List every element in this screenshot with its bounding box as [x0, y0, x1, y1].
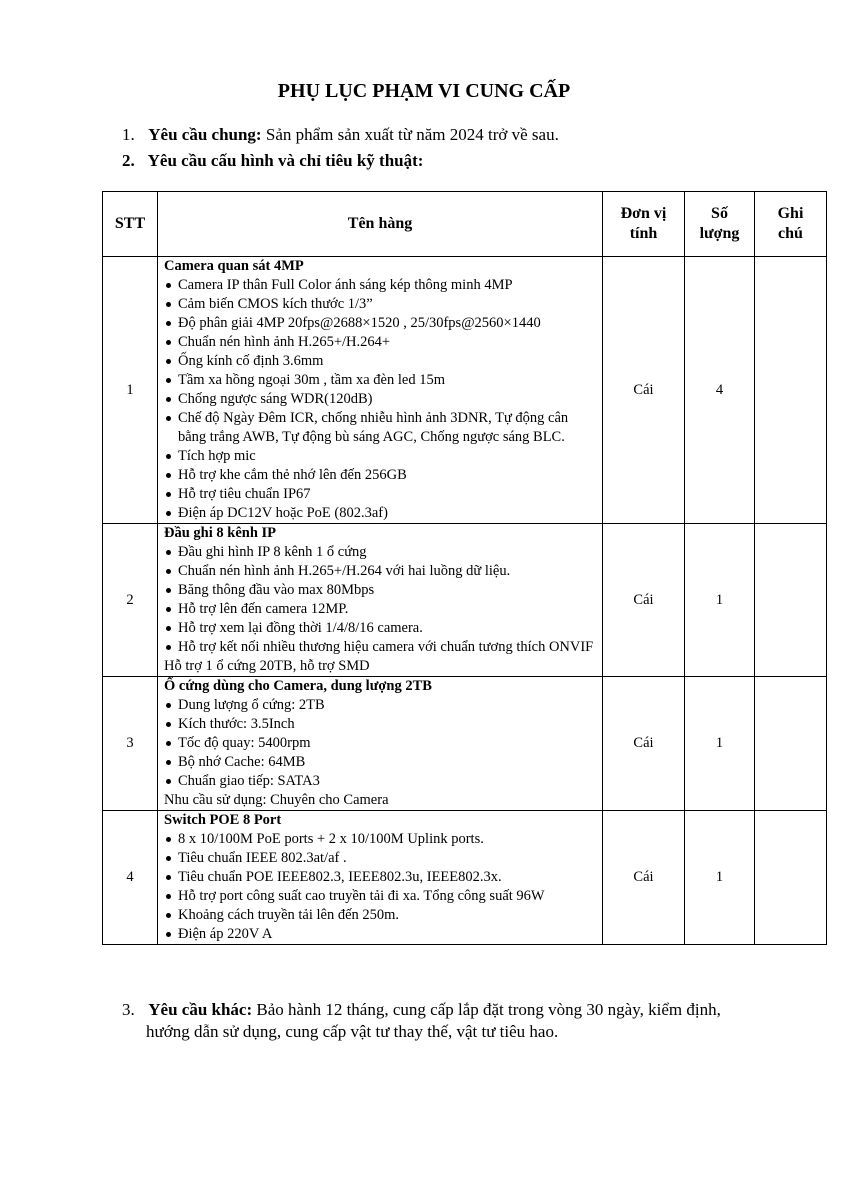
feature-item: Tích hợp mic	[164, 447, 598, 466]
table-row	[103, 524, 827, 677]
feature-item: 8 x 10/100M PoE ports + 2 x 10/100M Uplink ports.	[164, 830, 598, 849]
requirement-label: Yêu cầu khác:	[148, 1000, 253, 1019]
feature-item: Hỗ trợ khe cắm thẻ nhớ lên đến 256GB	[164, 466, 598, 485]
feature-item: Hỗ trợ lên đến camera 12MP.	[164, 600, 598, 619]
requirement-label: Yêu cầu cấu hình và chỉ tiêu kỹ thuật:	[147, 151, 424, 170]
header-note-line1: Ghi	[777, 205, 804, 222]
general-requirement	[122, 124, 559, 146]
feature-item: Điện áp 220V A	[164, 925, 598, 944]
header-note-line2: chú	[778, 225, 803, 242]
feature-item: Ống kính cố định 3.6mm	[164, 352, 598, 371]
cell-stt: 3	[103, 677, 158, 811]
feature-item: Chống ngược sáng WDR(120dB)	[164, 390, 598, 409]
cell-note	[755, 811, 827, 945]
header-stt: STT	[103, 192, 158, 257]
cell-qty: 4	[685, 257, 755, 524]
requirement-text: Bảo hành 12 tháng, cung cấp lắp đặt trong vòng 30 ngày, kiểm định,	[252, 1000, 721, 1019]
requirement-number: 3.	[122, 1000, 135, 1019]
header-qty-line1: Số	[711, 205, 728, 222]
feature-item: Đầu ghi hình IP 8 kênh 1 ổ cứng	[164, 543, 598, 562]
feature-item: Chế độ Ngày Đêm ICR, chống nhiễu hình ảnh 3DNR, Tự động cân bằng trắng AWB, Tự động bù sáng AGC, Chống ngược sáng BLC.	[164, 409, 598, 447]
cell-unit: Cái	[603, 811, 685, 945]
feature-item: Chuẩn nén hình ảnh H.265+/H.264+	[164, 333, 598, 352]
feature-list	[164, 696, 598, 791]
requirement-text: Sản phẩm sản xuất từ năm 2024 trở về sau.	[261, 125, 559, 144]
table-row	[103, 257, 827, 524]
technical-requirement-heading	[122, 150, 423, 172]
feature-item: Hỗ trợ xem lại đồng thời 1/4/8/16 camera.	[164, 619, 598, 638]
item-title: Camera quan sát 4MP	[164, 258, 304, 274]
feature-item: Điện áp DC12V hoặc PoE (802.3af)	[164, 504, 598, 523]
requirement-number: 2.	[122, 151, 135, 170]
feature-item: Hỗ trợ kết nối nhiều thương hiệu camera với chuẩn tương thích ONVIF	[164, 638, 598, 657]
cell-unit: Cái	[603, 524, 685, 677]
cell-qty: 1	[685, 677, 755, 811]
cell-unit: Cái	[603, 677, 685, 811]
feature-list	[164, 543, 598, 657]
other-requirement	[122, 999, 782, 1043]
feature-item: Cảm biến CMOS kích thước 1/3”	[164, 295, 598, 314]
item-title: Switch POE 8 Port	[164, 812, 282, 828]
feature-item: Tiêu chuẩn POE IEEE802.3, IEEE802.3u, IEEE802.3x.	[164, 868, 598, 887]
header-unit-line1: Đơn vị	[620, 205, 667, 222]
table-row	[103, 811, 827, 945]
specification-table	[102, 191, 827, 945]
table-row	[103, 677, 827, 811]
feature-item: Tốc độ quay: 5400rpm	[164, 734, 598, 753]
item-title: Ổ cứng dùng cho Camera, dung lượng 2TB	[164, 678, 432, 694]
header-note	[755, 192, 827, 257]
feature-item: Khoảng cách truyền tải lên đến 250m.	[164, 906, 598, 925]
cell-item-name	[158, 524, 603, 677]
header-name: Tên hàng	[158, 192, 603, 257]
requirement-label: Yêu cầu chung:	[148, 125, 262, 144]
item-title: Đầu ghi 8 kênh IP	[164, 525, 277, 541]
feature-item: Tầm xa hồng ngoại 30m , tầm xa đèn led 15m	[164, 371, 598, 390]
cell-note	[755, 257, 827, 524]
feature-item: Chuẩn giao tiếp: SATA3	[164, 772, 598, 791]
feature-item: Băng thông đầu vào max 80Mbps	[164, 581, 598, 600]
requirement-number: 1.	[122, 125, 135, 144]
cell-stt: 4	[103, 811, 158, 945]
cell-note	[755, 524, 827, 677]
feature-list	[164, 276, 598, 523]
item-extra-note: Nhu cầu sử dụng: Chuyên cho Camera	[164, 792, 389, 808]
cell-item-name	[158, 811, 603, 945]
requirement-text-continued: hướng dẫn sử dụng, cung cấp vật tư thay thế, vật tư tiêu hao.	[146, 1022, 559, 1041]
header-unit-line2: tính	[629, 225, 658, 242]
header-unit	[603, 192, 685, 257]
feature-item: Hỗ trợ port công suất cao truyền tải đi xa. Tổng công suất 96W	[164, 887, 598, 906]
header-qty-line2: lượng	[699, 225, 740, 242]
cell-qty: 1	[685, 811, 755, 945]
feature-item: Bộ nhớ Cache: 64MB	[164, 753, 598, 772]
cell-stt: 2	[103, 524, 158, 677]
feature-item: Dung lượng ổ cứng: 2TB	[164, 696, 598, 715]
cell-note	[755, 677, 827, 811]
feature-item: Tiêu chuẩn IEEE 802.3at/af .	[164, 849, 598, 868]
feature-item: Chuẩn nén hình ảnh H.265+/H.264 với hai luồng dữ liệu.	[164, 562, 598, 581]
feature-item: Kích thước: 3.5Inch	[164, 715, 598, 734]
feature-item: Độ phân giải 4MP 20fps@2688×1520 , 25/30fps@2560×1440	[164, 314, 598, 333]
cell-qty: 1	[685, 524, 755, 677]
feature-item: Camera IP thân Full Color ánh sáng kép thông minh 4MP	[164, 276, 598, 295]
page-title: PHỤ LỤC PHẠM VI CUNG CẤP	[277, 80, 571, 102]
cell-item-name	[158, 677, 603, 811]
header-qty	[685, 192, 755, 257]
cell-unit: Cái	[603, 257, 685, 524]
table-header-row	[103, 192, 827, 257]
cell-stt: 1	[103, 257, 158, 524]
feature-list	[164, 830, 598, 944]
feature-item: Hỗ trợ tiêu chuẩn IP67	[164, 485, 598, 504]
cell-item-name	[158, 257, 603, 524]
item-extra-note: Hỗ trợ 1 ổ cứng 20TB, hỗ trợ SMD	[164, 658, 370, 674]
